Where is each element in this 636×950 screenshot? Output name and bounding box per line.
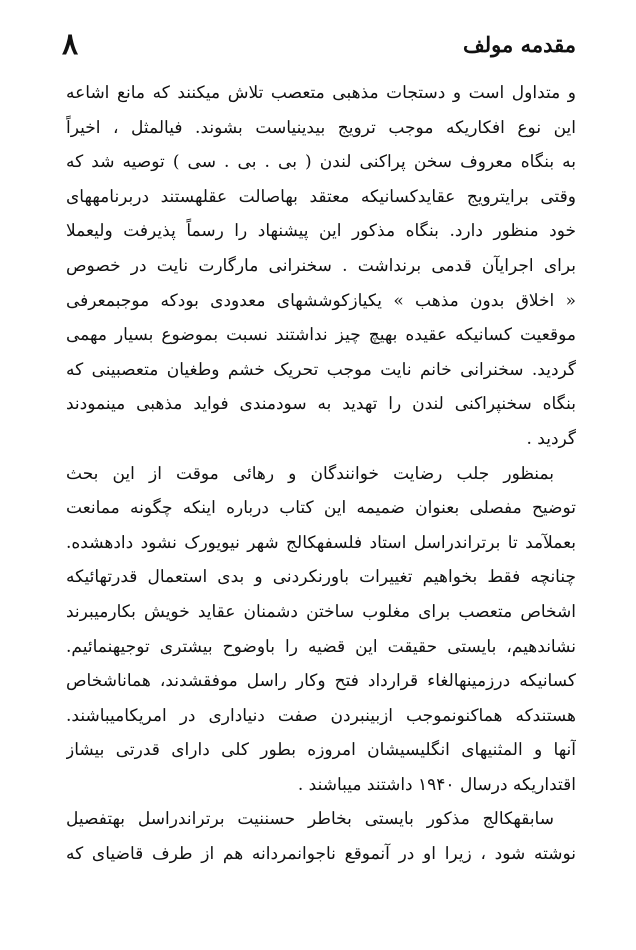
page-number: ۸ (62, 27, 79, 62)
page-header (62, 28, 576, 68)
text-line: به بنگاه معروف سخن پراکنی لندن ( بی . بی . سی ) توصیه شد که (66, 152, 576, 173)
text-line: چنانچه فقط بخواهیم تغییرات باورنکردنی و بدی استعمال قدرتهائیکه (66, 567, 576, 588)
text-line: بمنظور جلب رضایت خوانندگان و رهائی موقت از این بحث (66, 463, 554, 484)
text-line: نشاندهیم، بایستی حقیقت این قضیه را باوضوح بیشتری توجیهنمائیم. (66, 636, 576, 657)
text-line: این نوع افکاریکه موجب ترویج بیدینیاست بشوند. فیالمثل ، اخیراً (66, 117, 576, 138)
text-line: « اخلاق بدون مذهب » یکیازکوششهای معدودی بودکه موجبمعرفی (66, 290, 576, 311)
text-line: کسانیکه درزمینهالغاء قرارداد فتح وکار راسل موفقشدند، هماناشخاص (66, 671, 576, 692)
text-line: موقعیت کسانیکه عقیده بهیچ چیز نداشتند نسبت بموضوع بسیار مهمی (66, 325, 576, 346)
text-line: برای اجرایآن قدمی برنداشت . سخنرانی مارگارت نایت در خصوص (66, 255, 576, 276)
text-line: خود منظور دارد. بنگاه مذکور این پیشنهاد را رسماً پذیرفت ولیعملا (66, 221, 576, 242)
text-line: توضیح مفصلی بعنوان ضمیمه این کتاب درباره اینکه چگونه ممانعت (66, 498, 576, 519)
text-line: گردید. سخنرانی خانم نایت موجب تحریک خشم وطغیان متعصبینی که (66, 359, 576, 380)
text-line: سابقهکالج مذکور بایستی بخاطر حسننیت برتراندراسل بهتفصیل (66, 809, 554, 830)
text-line: آنها و المثنیهای انگلیسیشان امروزه بطور کلی دارای قدرتی بیشاز (66, 740, 576, 761)
text-line: نوشته شود ، زیرا او در آنموقع ناجوانمردانه هم از طرف قاضیای که (66, 844, 576, 865)
chapter-title: مقدمه مولف (463, 32, 576, 57)
text-line: هستندکه هماکنونموجب ازبینبردن صفت دنیاداری در امریکامیباشند. (66, 705, 576, 726)
text-line: اقتداریکه درسال ۱۹۴۰ داشتند میباشند . (297, 774, 576, 795)
text-line: بعملآمد تا برتراندراسل استاد فلسفهکالج شهر نیویورک نشود دادهشده. (66, 532, 576, 553)
text-line: گردید . (526, 428, 576, 449)
text-line: اشخاص متعصب برای مغلوب ساختن دشمنان عقاید خویش بکارمیبرند (66, 601, 576, 622)
text-line: وقتی برایترویج عقایدکسانیکه معتقد بهاصالت عقلهستند دربرنامههای (66, 186, 576, 207)
body-text (66, 76, 576, 872)
text-line: و متداول است و دستجات مذهبی متعصب تلاش میکنند که مانع اشاعه (66, 83, 576, 103)
text-line: بنگاه سخنپراکنی لندن را تهدید به سودمندی فواید مذهبی مینمودند (66, 394, 576, 415)
